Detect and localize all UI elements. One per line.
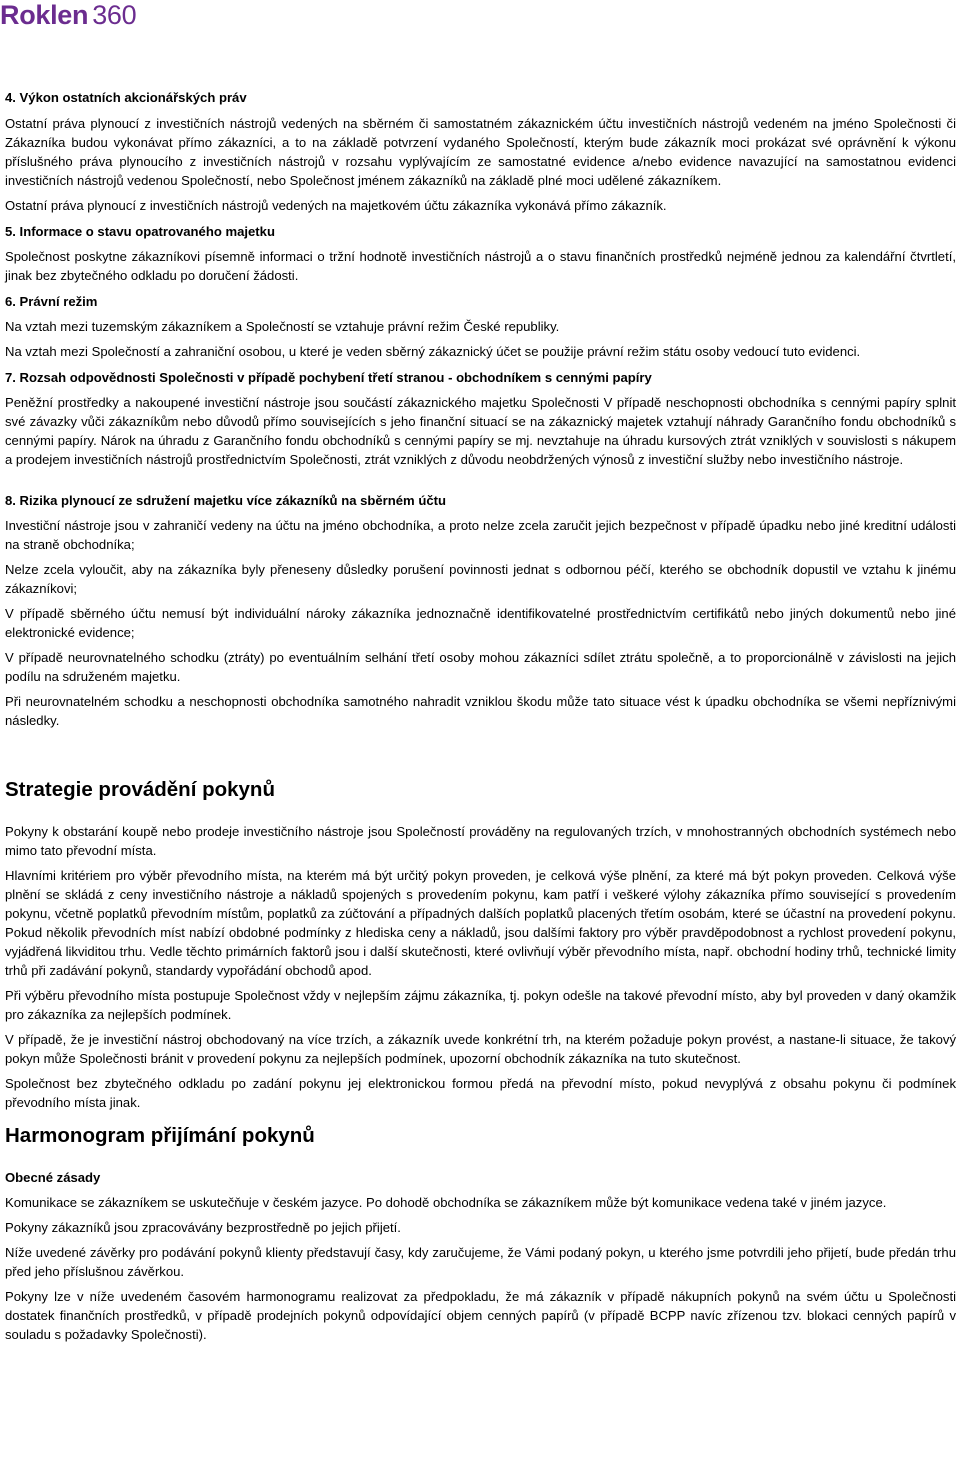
paragraph: Při neurovnatelném schodku a neschopnosti obchodníka samotného nahradit vzniklou škodu může tato situace vést k úpadku obchodníka se všemi nepříznivými následky. <box>5 694 956 728</box>
paragraph: V případě, že je investiční nástroj obchodovaný na více trzích, a zákazník uvede konkrétní trh, na kterém požaduje pokyn provést, a nastane-li situace, že takový pokyn může Společnosti bránit v provedení pokynu za nejlepších podmínek, upozorní obchodník zákazníka na tuto skutečnost. <box>5 1032 956 1066</box>
paragraph: Společnost poskytne zákazníkovi písemně informaci o tržní hodnotě investičních nástrojů a o stavu finančních prostředků nejméně jednou za kalendářní čtvrtletí, jinak bez zbytečného odkladu po doručení žádosti. <box>5 249 956 283</box>
paragraph: Ostatní práva plynoucí z investičních nástrojů vedených na majetkovém účtu zákazníka vykonává přímo zákazník. <box>5 198 667 213</box>
logo-number: 360 <box>92 0 137 30</box>
section-heading: 7. Rozsah odpovědnosti Společnosti v případě pochybení třetí stranou - obchodníkem s cennými papíry <box>5 370 652 385</box>
paragraph: Při výběru převodního místa postupuje Společnost vždy v nejlepším zájmu zákazníka, tj. pokyn odešle na takové převodní místo, aby byl proveden v daný okamžik pro zákazníka za nejlepších podmínek. <box>5 988 956 1022</box>
paragraph: V případě neurovnatelného schodku (ztráty) po eventuálním selhání třetí osoby mohou zákazníci sdílet ztrátu společně, a to proporcionálně v závislosti na jejich podílu na sdruženém majetku. <box>5 650 956 684</box>
paragraph: Nelze zcela vyloučit, aby na zákazníka byly přeneseny důsledky porušení povinnosti jednat s odbornou péčí, kterého se obchodník dopustil ve vztahu k jinému zákazníkovi; <box>5 562 956 596</box>
section-heading: 6. Právní režim <box>5 294 98 309</box>
paragraph: V případě sběrného účtu nemusí být individuální nároky zákazníka jednoznačně identifikovatelné prostřednictvím certifikátů nebo jiných dokumentů nebo jiné elektronické evidence; <box>5 606 956 640</box>
paragraph: Pokyny zákazníků jsou zpracovávány bezprostředně po jejich přijetí. <box>5 1220 401 1235</box>
paragraph: Investiční nástroje jsou v zahraničí vedeny na účtu na jméno obchodníka, a proto nelze zcela zaručit jejich bezpečnost v případě úpadku nebo jiné kreditní události na straně obchodníka; <box>5 518 956 552</box>
section-heading: 5. Informace o stavu opatrovaného majetku <box>5 224 275 239</box>
paragraph: Pokyny lze v níže uvedeném časovém harmonogramu realizovat za předpokladu, že má zákazník v případě nákupních pokynů na svém účtu u Společnosti dostatek finančních prostředků, v případě prodejních pokynů odpovídající objem cenných papírů (v případě BCPP navíc zřízenou tzv. blokaci cenných papírů v souladu s požadavky Společnosti). <box>5 1289 956 1342</box>
paragraph: Na vztah mezi Společností a zahraniční osobou, u které je veden sběrný zákaznický účet se použije právní režim státu osoby vedoucí tuto evidenci. <box>5 344 861 359</box>
document-body <box>5 88 956 1350</box>
paragraph: Níže uvedené závěrky pro podávání pokynů klienty představují časy, kdy zaručujeme, že Vámi podaný pokyn, u kterého jsme potvrdili jeho přijetí, bude předán trhu před jeho příslušnou závěrkou. <box>5 1245 956 1279</box>
paragraph: Hlavními kritériem pro výběr převodního místa, na kterém má být určitý pokyn proveden, je celková výše plnění, za které má být pokyn proveden. Celková výše plnění se skládá z ceny investičního nástroje a nákladů spojených s provedením pokynu, kam patří i veškeré výlohy zákazníka přímo související s provedením pokynu, včetně poplatků převodním místům, poplatků za zúčtování a případných dalších poplatků placených třetím osobám, které se účastní na provedení pokynu. Pokud několik převodních míst nabízí obdobné podmínky z hlediska ceny a nákladů, jsou dalšími faktory pro výběr pravděpodobnost a rychlost provedení pokynu, vyjádřená likviditou trhu. Vedle těchto primárních faktorů jsou i další skutečnosti, které ovlivňují výběr převodního místa, např. obchodní hodiny trhů, technické limity trhů při zadávání pokynů, standardy vypořádání obchodů apod. <box>5 868 956 978</box>
paragraph: Ostatní práva plynoucí z investičních nástrojů vedených na sběrném či samostatném zákaznickém účtu investičních nástrojů vedeném na jméno Společnosti či Zákazníka budou vykonávat přímo zákazníci, a to na základě potvrzení vydaného Společností, kterým bude zákazník moci prokázat své oprávnění k výkonu příslušného práva plynoucího z investičních nástrojů v rozsahu vyplývajícím ze samostatné evidence a/nebo evidence navazující na samostatnou evidenci investičních nástrojů vedenou Společností, nebo Společnost jménem zákazníků na základě plné moci udělené zákazníkem. <box>5 116 956 188</box>
paragraph: Společnost bez zbytečného odkladu po zadání pokynu jej elektronickou formou předá na převodní místo, pokud nevyplývá z obsahu pokynu či podmínek převodního místa jinak. <box>5 1076 956 1110</box>
roklen-logo <box>0 0 136 30</box>
section-heading: 8. Rizika plynoucí ze sdružení majetku více zákazníků na sběrném účtu <box>5 493 446 508</box>
harmonogram-title: Harmonogram přijímání pokynů <box>5 1124 315 1147</box>
paragraph: Na vztah mezi tuzemským zákazníkem a Společností se vztahuje právní režim České republiky. <box>5 319 560 334</box>
paragraph: Peněžní prostředky a nakoupené investiční nástroje jsou součástí zákaznického majetku Společnosti V případě neschopnosti obchodníka s cennými papíry splnit své závazky vůči zákazníkům nebo důvodů přímo souvisejících s jeho finanční situací se na zákaznický majetek vztahují náhrady Garančního fondu obchodníků s cennými papíry. Nárok na úhradu z Garančního fondu obchodníků s cennými papíry se mj. nevztahuje na úhradu kursových ztrát vzniklých v souvislosti s nákupem a prodejem investičních nástrojů prostřednictvím Společnosti, ztrát vzniklých z důvodu neobdržených výnosů z investiční služby nebo investičního nástroje. <box>5 395 956 467</box>
subheading-obecne-zasady: Obecné zásady <box>5 1170 101 1185</box>
logo-brand: Roklen <box>0 0 89 30</box>
section-heading: 4. Výkon ostatních akcionářských práv <box>5 90 247 105</box>
strategy-title: Strategie provádění pokynů <box>5 778 275 801</box>
paragraph: Komunikace se zákazníkem se uskutečňuje v českém jazyce. Po dohodě obchodníka se zákazníkem může být komunikace vedena také v jiném jazyce. <box>5 1195 887 1210</box>
paragraph: Pokyny k obstarání koupě nebo prodeje investičního nástroje jsou Společností prováděny na regulovaných trzích, v mnohostranných obchodních systémech nebo mimo tato převodní místa. <box>5 824 956 858</box>
